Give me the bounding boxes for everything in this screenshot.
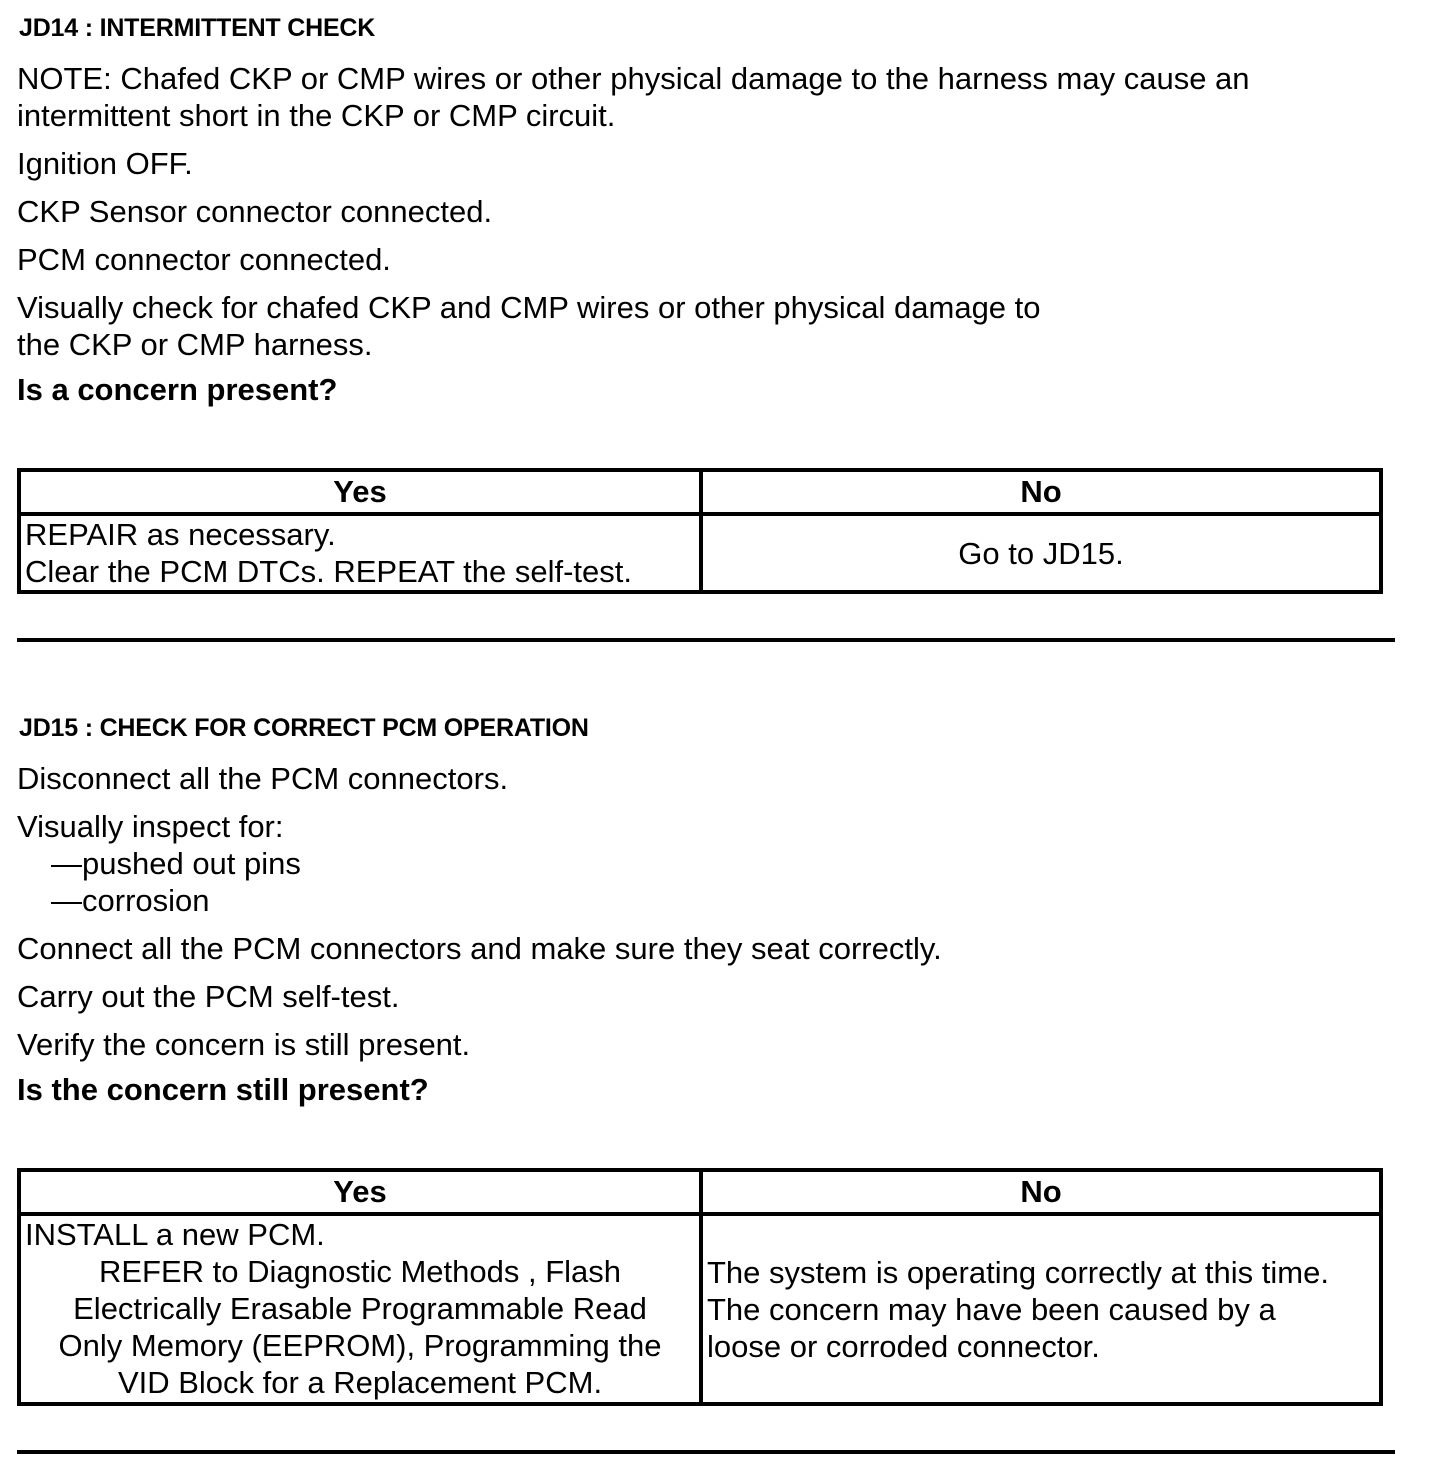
jd14-step-ckp: CKP Sensor connector connected. (17, 194, 493, 229)
list-item: —corrosion (51, 883, 210, 918)
yes-cell (19, 514, 701, 592)
no-header: No (701, 1170, 1381, 1214)
jd14-note (17, 60, 1250, 134)
section-divider (17, 638, 1395, 642)
jd14-step-pcm: PCM connector connected. (17, 242, 391, 277)
jd14-note-line1: NOTE: Chafed CKP or CMP wires or other physical damage to the harness may cause an (17, 61, 1250, 96)
no-line: loose or corroded connector. (707, 1328, 1100, 1364)
table-row (19, 514, 1381, 592)
jd15-step-inspect (17, 808, 301, 919)
table-row (19, 1214, 1381, 1404)
jd14-note-line2: intermittent short in the CKP or CMP circuit. (17, 98, 616, 133)
list-item: —pushed out pins (51, 846, 301, 881)
table-header-row (19, 1170, 1381, 1214)
jd15-inspect-label: Visually inspect for: (17, 809, 284, 844)
table-header-row (19, 470, 1381, 514)
no-cell: Go to JD15. (701, 514, 1381, 592)
no-cell (701, 1214, 1381, 1404)
yes-cell (19, 1214, 701, 1404)
yes-line: Electrically Erasable Programmable Read (73, 1291, 647, 1326)
no-line: The system is operating correctly at this time. (707, 1254, 1329, 1290)
jd14-step-visual-line2: the CKP or CMP harness. (17, 327, 373, 362)
yes-line: VID Block for a Replacement PCM. (117, 1365, 603, 1400)
jd14-title: JD14 : INTERMITTENT CHECK (19, 14, 376, 42)
jd14-question: Is a concern present? (17, 372, 338, 407)
jd14-decision-table (17, 468, 1383, 594)
yes-line: Only Memory (EEPROM), Programming the (58, 1328, 662, 1363)
jd15-step-selftest: Carry out the PCM self-test. (17, 979, 400, 1014)
jd14-step-visual-line1: Visually check for chafed CKP and CMP wires or other physical damage to (17, 290, 1041, 325)
no-line: The concern may have been caused by a (707, 1291, 1276, 1327)
section-divider (17, 1450, 1395, 1454)
no-header: No (701, 470, 1381, 514)
yes-header: Yes (19, 1170, 701, 1214)
jd14-step-ignition: Ignition OFF. (17, 146, 193, 181)
yes-header: Yes (19, 470, 701, 514)
jd14-step-visual (17, 289, 1041, 363)
yes-line: REFER to Diagnostic Methods , Flash (98, 1254, 622, 1289)
jd15-step-verify: Verify the concern is still present. (17, 1027, 471, 1062)
jd15-step-disconnect: Disconnect all the PCM connectors. (17, 761, 509, 796)
jd15-step-connect: Connect all the PCM connectors and make sure they seat correctly. (17, 931, 942, 966)
yes-line: REPAIR as necessary. (25, 517, 336, 552)
jd15-question: Is the concern still present? (17, 1072, 429, 1107)
jd15-title: JD15 : CHECK FOR CORRECT PCM OPERATION (19, 714, 589, 742)
yes-line: Clear the PCM DTCs. REPEAT the self-test. (25, 554, 632, 589)
yes-line: INSTALL a new PCM. (25, 1217, 325, 1252)
jd15-decision-table (17, 1168, 1383, 1406)
